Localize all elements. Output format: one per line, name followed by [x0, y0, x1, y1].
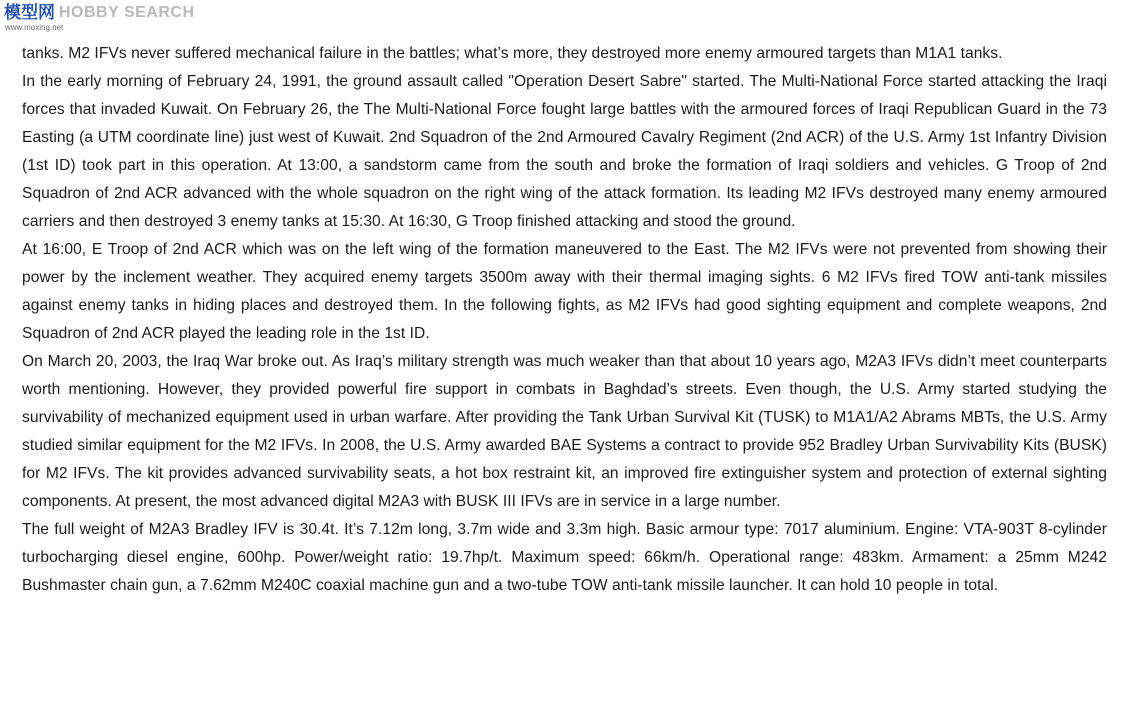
paragraph-continuation: tanks. M2 IFVs never suffered mechanical failure in the battles; what’s more, they destroyed more enemy armoured targets than M1A1 tanks. — [22, 45, 1003, 62]
paragraph-specifications: The full weight of M2A3 Bradley IFV is 30.4t. It’s 7.12m long, 3.7m wide and 3.3m high. Basic armour type: 7017 aluminium. Engine: VTA-903T 8-cylinder turbocharging diesel engine, 600hp. Power/weight ratio: 19.7hp/t. Maximum speed: 66km/h. Operational range: 483km. Armament: a 25mm M242 Bushmaster chain gun, a 7.62mm M240C coaxial machine gun and a two-tube TOW anti-tank missile launcher. It can hold 10 people in total. — [22, 521, 1107, 594]
watermark-row — [4, 3, 195, 23]
paragraph-desert-sabre: In the early morning of February 24, 1991, the ground assault called "Operation Desert Sabre" started. The Multi-National Force started attacking the Iraqi forces that invaded Kuwait. On February 26, the The Multi-National Force fought large battles with the armoured forces of Iraqi Republican Guard in the 73 Easting (a UTM coordinate line) just west of Kuwait. 2nd Squadron of the 2nd Armoured Cavalry Regiment (2nd ACR) of the U.S. Army 1st Infantry Division (1st ID) took part in this operation. At 13:00, a sandstorm came from the south and broke the formation of Iraqi soldiers and vehicles. G Troop of 2nd Squadron of 2nd ACR advanced with the whole squadron on the right wing of the attack formation. Its leading M2 IFVs destroyed many enemy armoured carriers and then destroyed 3 enemy tanks at 15:30. At 16:30, G Troop finished attacking and stood the ground. — [22, 73, 1107, 230]
watermark — [4, 3, 195, 32]
paragraph-iraq-war: On March 20, 2003, the Iraq War broke out. As Iraq’s military strength was much weaker than that about 10 years ago, M2A3 IFVs didn’t meet counterparts worth mentioning. However, they provided powerful fire support in combats in Baghdad’s streets. Even though, the U.S. Army started studying the survivability of mechanized equipment used in urban warfare. After providing the Tank Urban Survival Kit (TUSK) to M1A1/A2 Abrams MBTs, the U.S. Army studied similar equipment for the M2 IFVs. In 2008, the U.S. Army awarded BAE Systems a contract to provide 952 Bradley Urban Survivability Kits (BUSK) for M2 IFVs. The kit provides advanced survivability seats, a hot box restraint kit, an improved fire extinguisher system and protection of external sighting components. At present, the most advanced digital M2A3 with BUSK III IFVs are in service in a large number. — [22, 353, 1107, 510]
watermark-text: HOBBY SEARCH — [59, 4, 195, 21]
article-body — [22, 40, 1107, 600]
watermark-logo: 模型网 — [4, 3, 55, 23]
watermark-url: www.moxing.net — [5, 23, 64, 32]
paragraph-e-troop: At 16:00, E Troop of 2nd ACR which was on the left wing of the formation maneuvered to the East. The M2 IFVs were not prevented from showing their power by the inclement weather. They acquired enemy targets 3500m away with their thermal imaging sights. 6 M2 IFVs fired TOW anti-tank missiles against enemy tanks in hiding places and destroyed them. In the following fights, as M2 IFVs had good sighting equipment and complete weapons, 2nd Squadron of 2nd ACR played the leading role in the 1st ID. — [22, 241, 1107, 342]
